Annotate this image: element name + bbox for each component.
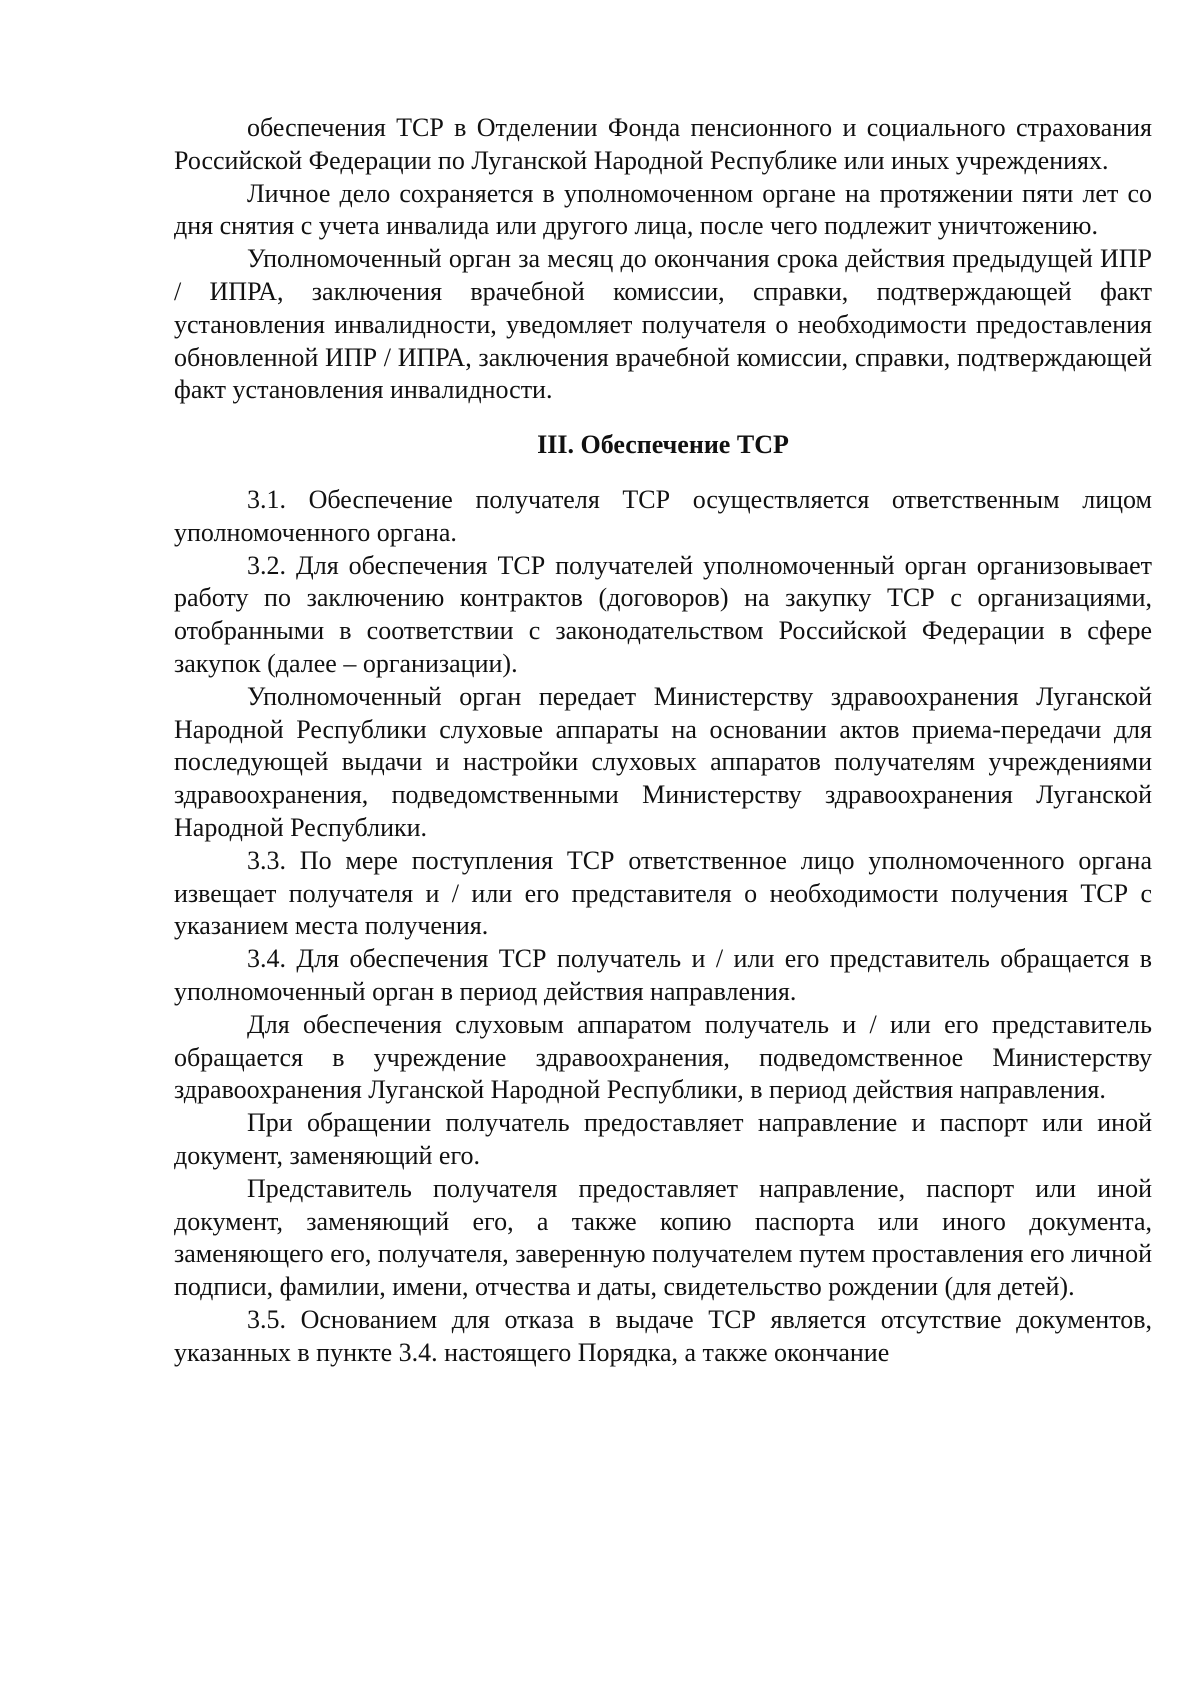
- paragraph-hearing-aid-request: Для обеспечения слуховым аппаратом получатель и / или его представитель обращается в учреждение здравоохранения, подведомственное Министерству здравоохранения Луганской Народной Республики, в период действия направления.: [174, 1009, 1152, 1105]
- paragraph-3-1: 3.1. Обеспечение получателя ТСР осуществляется ответственным лицом уполномоченного органа.: [174, 484, 1152, 547]
- paragraph-recipient-documents: При обращении получатель предоставляет направление и паспорт или иной документ, заменяющий его.: [174, 1108, 1152, 1170]
- paragraph-hearing-aids-transfer: Уполномоченный орган передает Министерству здравоохранения Луганской Народной Республики слуховые аппараты на основании актов приема-передачи для последующей выдачи и настройки слуховых аппаратов получателям учреждениями здравоохранения, подведомственными Министерству здравоохранения Луганской Народной Республики.: [174, 681, 1152, 842]
- paragraph-personal-file: Личное дело сохраняется в уполномоченном органе на протяжении пяти лет со дня снятия с учета инвалида или другого лица, после чего подлежит уничтожению.: [174, 178, 1152, 241]
- document-page: [174, 112, 1152, 1369]
- paragraph-representative-documents: Представитель получателя предоставляет направление, паспорт или иной документ, заменяющий его, а также копию паспорта или иного документа, заменяющего его, получателя, заверенную получателем путем проставления его личной подписи, фамилии, имени, отчества и даты, свидетельство рождении (для детей).: [174, 1173, 1152, 1302]
- section-heading: III. Обеспечение ТСР: [537, 430, 789, 460]
- paragraph-continuation: обеспечения ТСР в Отделении Фонда пенсионного и социального страхования Российской Федерации по Луганской Народной Республике или иных учреждениях.: [174, 113, 1152, 175]
- paragraph-3-3: 3.3. По мере поступления ТСР ответственное лицо уполномоченного органа извещает получателя и / или его представителя о необходимости получения ТСР с указанием места получения.: [174, 845, 1152, 941]
- paragraph-notification: Уполномоченный орган за месяц до окончания срока действия предыдущей ИПР / ИПРА, заключения врачебной комиссии, справки, подтверждающей факт установления инвалидности, уведомляет получателя о необходимости предоставления обновленной ИПР / ИПРА, заключения врачебной комиссии, справки, подтверждающей факт установления инвалидности.: [174, 244, 1152, 405]
- paragraph-3-2: 3.2. Для обеспечения ТСР получателей уполномоченный орган организовывает работу по заключению контрактов (договоров) на закупку ТСР с организациями, отобранными в соответствии с законодательством Российской Федерации в сфере закупок (далее – организации).: [174, 550, 1152, 678]
- paragraph-3-4: 3.4. Для обеспечения ТСР получатель и / или его представитель обращается в уполномоченный орган в период действия направления.: [174, 944, 1152, 1006]
- paragraph-3-5: 3.5. Основанием для отказа в выдаче ТСР является отсутствие документов, указанных в пункте 3.4. настоящего Порядка, а также окончание: [174, 1304, 1152, 1367]
